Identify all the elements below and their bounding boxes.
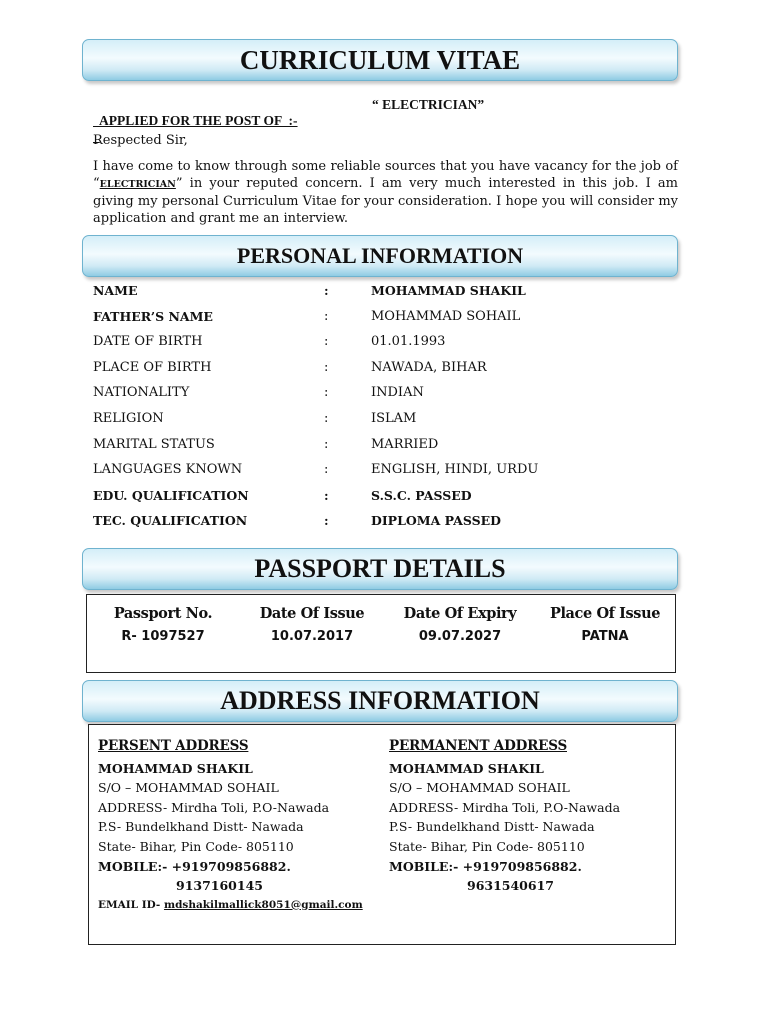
info-label: FATHER’S NAME <box>93 308 213 324</box>
info-separator: : <box>324 487 329 503</box>
info-separator: : <box>324 359 329 375</box>
info-separator: : <box>324 283 329 298</box>
letter-post-name: ELECTRICIAN <box>99 179 176 190</box>
info-value: MOHAMMAD SHAKIL <box>371 283 526 298</box>
info-value: 01.01.1993 <box>371 334 446 350</box>
present-address-line2: P.S- Bundelkhand Distt- Nawada <box>98 819 304 835</box>
permanent-address-block <box>389 737 620 896</box>
info-row-fathers-name <box>93 309 683 335</box>
info-label: PLACE OF BIRTH <box>93 359 212 375</box>
info-value: ISLAM <box>371 410 417 426</box>
info-row-marital-status <box>93 437 683 463</box>
info-value: INDIAN <box>371 385 424 401</box>
passport-header-place: Place Of Issue <box>549 605 661 622</box>
info-row-tec-qualification <box>93 513 683 539</box>
passport-issue-date: 10.07.2017 <box>270 629 354 644</box>
info-label: TEC. QUALIFICATION <box>93 513 248 529</box>
present-address-block <box>98 737 363 915</box>
info-label: DATE OF BIRTH <box>93 334 203 350</box>
address-table <box>88 724 676 945</box>
info-separator: : <box>324 462 329 478</box>
info-separator: : <box>324 436 329 452</box>
info-label: LANGUAGES KNOWN <box>93 462 243 478</box>
info-separator: : <box>324 334 329 350</box>
salutation: Respected Sir, <box>93 133 188 148</box>
address-heading: ADDRESS INFORMATION <box>82 680 678 722</box>
info-value: S.S.C. PASSED <box>371 487 472 503</box>
info-label: RELIGION <box>93 410 164 426</box>
present-address-so: S/O – MOHAMMAD SOHAIL <box>98 780 279 796</box>
info-value: MOHAMMAD SOHAIL <box>371 308 521 324</box>
permanent-address-line2: P.S- Bundelkhand Distt- Nawada <box>389 819 595 835</box>
personal-info-list <box>93 283 683 539</box>
info-value: DIPLOMA PASSED <box>371 513 501 529</box>
email-label: EMAIL ID- <box>98 898 164 911</box>
info-separator: : <box>324 513 329 529</box>
info-separator: : <box>324 385 329 401</box>
email-address-link[interactable]: mdshakilmallick8051@gmail.com <box>163 898 363 911</box>
passport-header-number: Passport No. <box>113 605 213 622</box>
info-value: MARRIED <box>371 436 439 452</box>
info-row-religion <box>93 411 683 437</box>
permanent-address-line1: ADDRESS- Mirdha Toli, P.O-Nawada <box>389 799 621 815</box>
passport-place: PATNA <box>581 629 629 644</box>
passport-header-issue-date: Date Of Issue <box>259 605 365 622</box>
passport-number: R- 1097527 <box>121 629 205 644</box>
applied-post-value: “ ELECTRICIAN” <box>372 97 485 112</box>
letter-text-part2: ” in your reputed concern. I am very much interested in this job. I am giving my personal Curriculum Vitae for your consideration. I hope you will consider my application and grant me an interview. <box>93 176 678 226</box>
info-separator: : <box>324 410 329 426</box>
info-row-languages-known <box>93 462 683 488</box>
permanent-mobile-alt: 9631540617 <box>467 878 554 894</box>
passport-heading: PASSPORT DETAILS <box>82 548 678 590</box>
personal-info-heading: PERSONAL INFORMATION <box>82 235 678 277</box>
permanent-address-line3: State- Bihar, Pin Code- 805110 <box>389 838 585 854</box>
present-address-heading: PERSENT ADDRESS <box>98 738 249 754</box>
info-label: EDU. QUALIFICATION <box>93 487 249 503</box>
present-email <box>98 896 363 916</box>
info-row-place-of-birth <box>93 360 683 386</box>
permanent-address-so: S/O – MOHAMMAD SOHAIL <box>389 780 570 796</box>
present-address-line3: State- Bihar, Pin Code- 805110 <box>98 838 294 854</box>
passport-table <box>86 594 676 673</box>
present-address-name: MOHAMMAD SHAKIL <box>98 760 253 776</box>
info-separator: : <box>324 308 329 324</box>
info-row-date-of-birth <box>93 334 683 360</box>
info-row-nationality <box>93 385 683 411</box>
info-row-edu-qualification <box>93 488 683 514</box>
info-label: NATIONALITY <box>93 385 190 401</box>
passport-expiry-date: 09.07.2027 <box>418 629 502 644</box>
info-label: NAME <box>93 283 138 298</box>
info-row-name <box>93 283 683 309</box>
cv-title: CURRICULUM VITAE <box>82 39 678 81</box>
applied-post-label: APPLIED FOR THE POST OF :- <box>99 113 298 128</box>
present-mobile-alt: 9137160145 <box>176 878 263 894</box>
passport-header-expiry-date: Date Of Expiry <box>403 605 517 622</box>
present-address-line1: ADDRESS- Mirdha Toli, P.O-Nawada <box>98 799 330 815</box>
permanent-address-name: MOHAMMAD SHAKIL <box>389 760 544 776</box>
application-letter <box>93 158 678 227</box>
present-mobile: MOBILE:- +919709856882. <box>98 858 291 874</box>
permanent-address-heading: PERMANENT ADDRESS <box>389 738 567 754</box>
letter-text-part1: I have come to know through some reliable sources that you have vacancy for the job of “ <box>93 159 678 191</box>
info-label: MARITAL STATUS <box>93 436 215 452</box>
info-value: NAWADA, BIHAR <box>371 359 487 375</box>
info-value: ENGLISH, HINDI, URDU <box>371 462 539 478</box>
permanent-mobile: MOBILE:- +919709856882. <box>389 858 582 874</box>
